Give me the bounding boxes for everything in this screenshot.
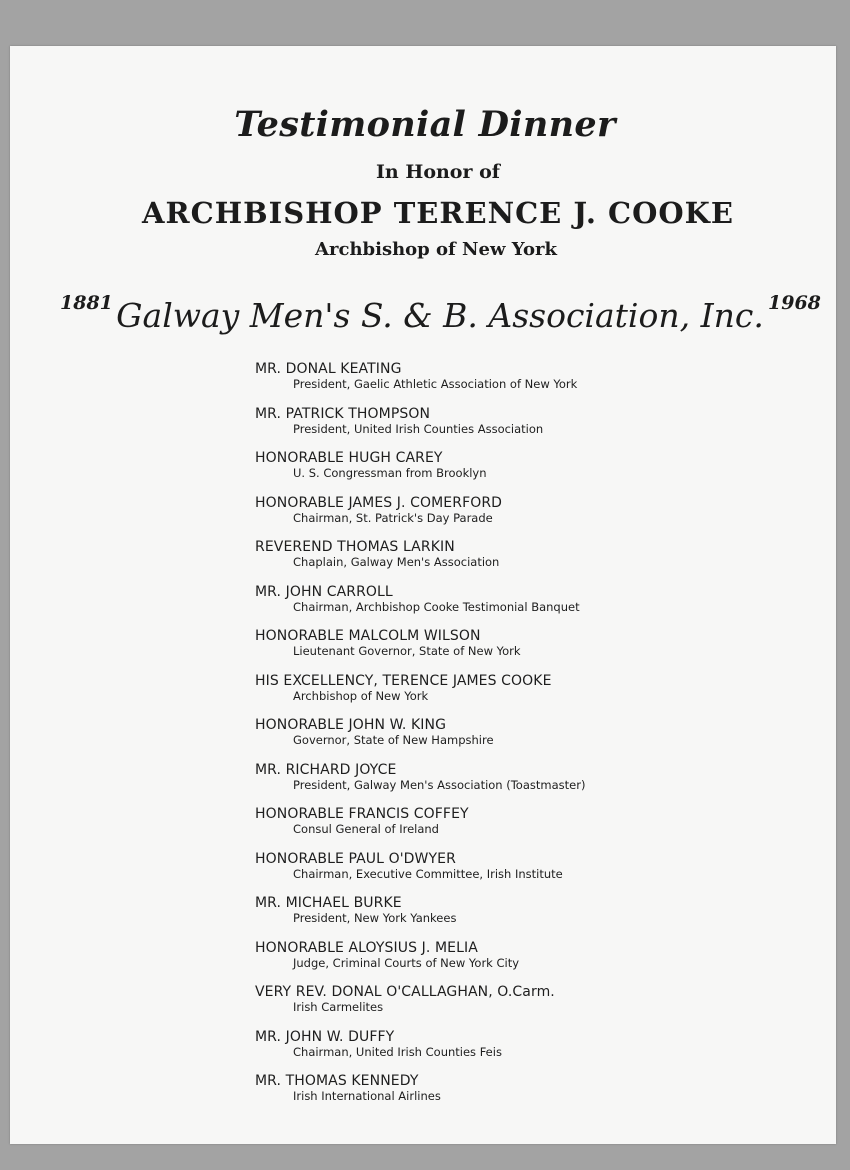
- guest-entry: [255, 1029, 815, 1074]
- guest-entry: [255, 495, 815, 540]
- guest-name: HONORABLE FRANCIS COFFEY: [255, 806, 469, 822]
- guest-entry: [255, 851, 815, 896]
- guest-role: Irish International Airlines: [293, 1089, 441, 1103]
- guest-entry: [255, 539, 815, 584]
- guest-role: President, New York Yankees: [293, 911, 457, 925]
- in-honor-of-line: In Honor of: [376, 161, 500, 183]
- guest-role: Chairman, St. Patrick's Day Parade: [293, 510, 493, 525]
- guest-role: Chaplain, Galway Men's Association: [293, 555, 500, 569]
- guest-role: Governor, State of New Hampshire: [293, 733, 494, 747]
- guest-role: Chairman, United Irish Counties Feis: [293, 1044, 502, 1059]
- guest-name: HONORABLE HUGH CAREY: [255, 450, 443, 466]
- honoree-role: Archbishop of New York: [315, 239, 557, 260]
- guest-entry: [255, 762, 815, 807]
- guest-name: VERY REV. DONAL O'CALLAGHAN, O.Carm.: [255, 984, 555, 1000]
- guest-entry: [255, 673, 815, 718]
- guest-entry: [255, 584, 815, 629]
- guest-role: President, United Irish Counties Association: [293, 421, 544, 436]
- association-name: Galway Men's S. & B. Association, Inc.: [116, 296, 764, 335]
- guest-entry: [255, 717, 815, 762]
- guest-role: U. S. Congressman from Brooklyn: [293, 466, 487, 480]
- guest-role: Chairman, Executive Committee, Irish Institute: [293, 866, 563, 881]
- document-title: Testimonial Dinner: [234, 104, 616, 145]
- guest-name: MR. MICHAEL BURKE: [255, 895, 402, 911]
- guest-name: MR. JOHN W. DUFFY: [255, 1028, 395, 1045]
- guest-entry: [255, 984, 815, 1029]
- guest-entry: [255, 450, 815, 495]
- year-left: 1881: [60, 292, 113, 314]
- guest-name: HONORABLE PAUL O'DWYER: [255, 850, 456, 867]
- guest-role: Chairman, Archbishop Cooke Testimonial Banquet: [293, 599, 580, 614]
- guest-role: Consul General of Ireland: [293, 822, 439, 836]
- guest-name: HONORABLE MALCOLM WILSON: [255, 628, 481, 644]
- year-right: 1968: [768, 292, 821, 314]
- guest-entry: [255, 1073, 815, 1118]
- guest-entry: [255, 806, 815, 851]
- guest-entry: [255, 628, 815, 673]
- guest-list: [255, 361, 815, 1118]
- honoree-name: ARCHBISHOP TERENCE J. COOKE: [142, 196, 734, 230]
- guest-entry: [255, 361, 815, 406]
- guest-role: Irish Carmelites: [293, 1000, 384, 1014]
- guest-name: REVEREND THOMAS LARKIN: [255, 539, 455, 555]
- guest-name: HONORABLE JAMES J. COMERFORD: [255, 494, 503, 511]
- guest-role: Lieutenant Governor, State of New York: [293, 644, 521, 658]
- guest-name: MR. DONAL KEATING: [255, 361, 402, 377]
- guest-entry: [255, 895, 815, 940]
- guest-name: MR. JOHN CARROLL: [255, 583, 393, 600]
- guest-name: HIS EXCELLENCY, TERENCE JAMES COOKE: [255, 672, 552, 689]
- guest-role: Judge, Criminal Courts of New York City: [293, 955, 520, 970]
- guest-name: MR. PATRICK THOMPSON: [255, 405, 431, 422]
- guest-entry: [255, 940, 815, 985]
- guest-name: MR. RICHARD JOYCE: [255, 761, 397, 778]
- guest-role: President, Gaelic Athletic Association of New York: [293, 377, 578, 391]
- guest-entry: [255, 406, 815, 451]
- guest-name: HONORABLE JOHN W. KING: [255, 717, 447, 733]
- guest-role: President, Galway Men's Association (Toastmaster): [293, 777, 586, 792]
- guest-name: MR. THOMAS KENNEDY: [255, 1073, 419, 1089]
- guest-role: Archbishop of New York: [293, 688, 429, 703]
- guest-name: HONORABLE ALOYSIUS J. MELIA: [255, 939, 478, 956]
